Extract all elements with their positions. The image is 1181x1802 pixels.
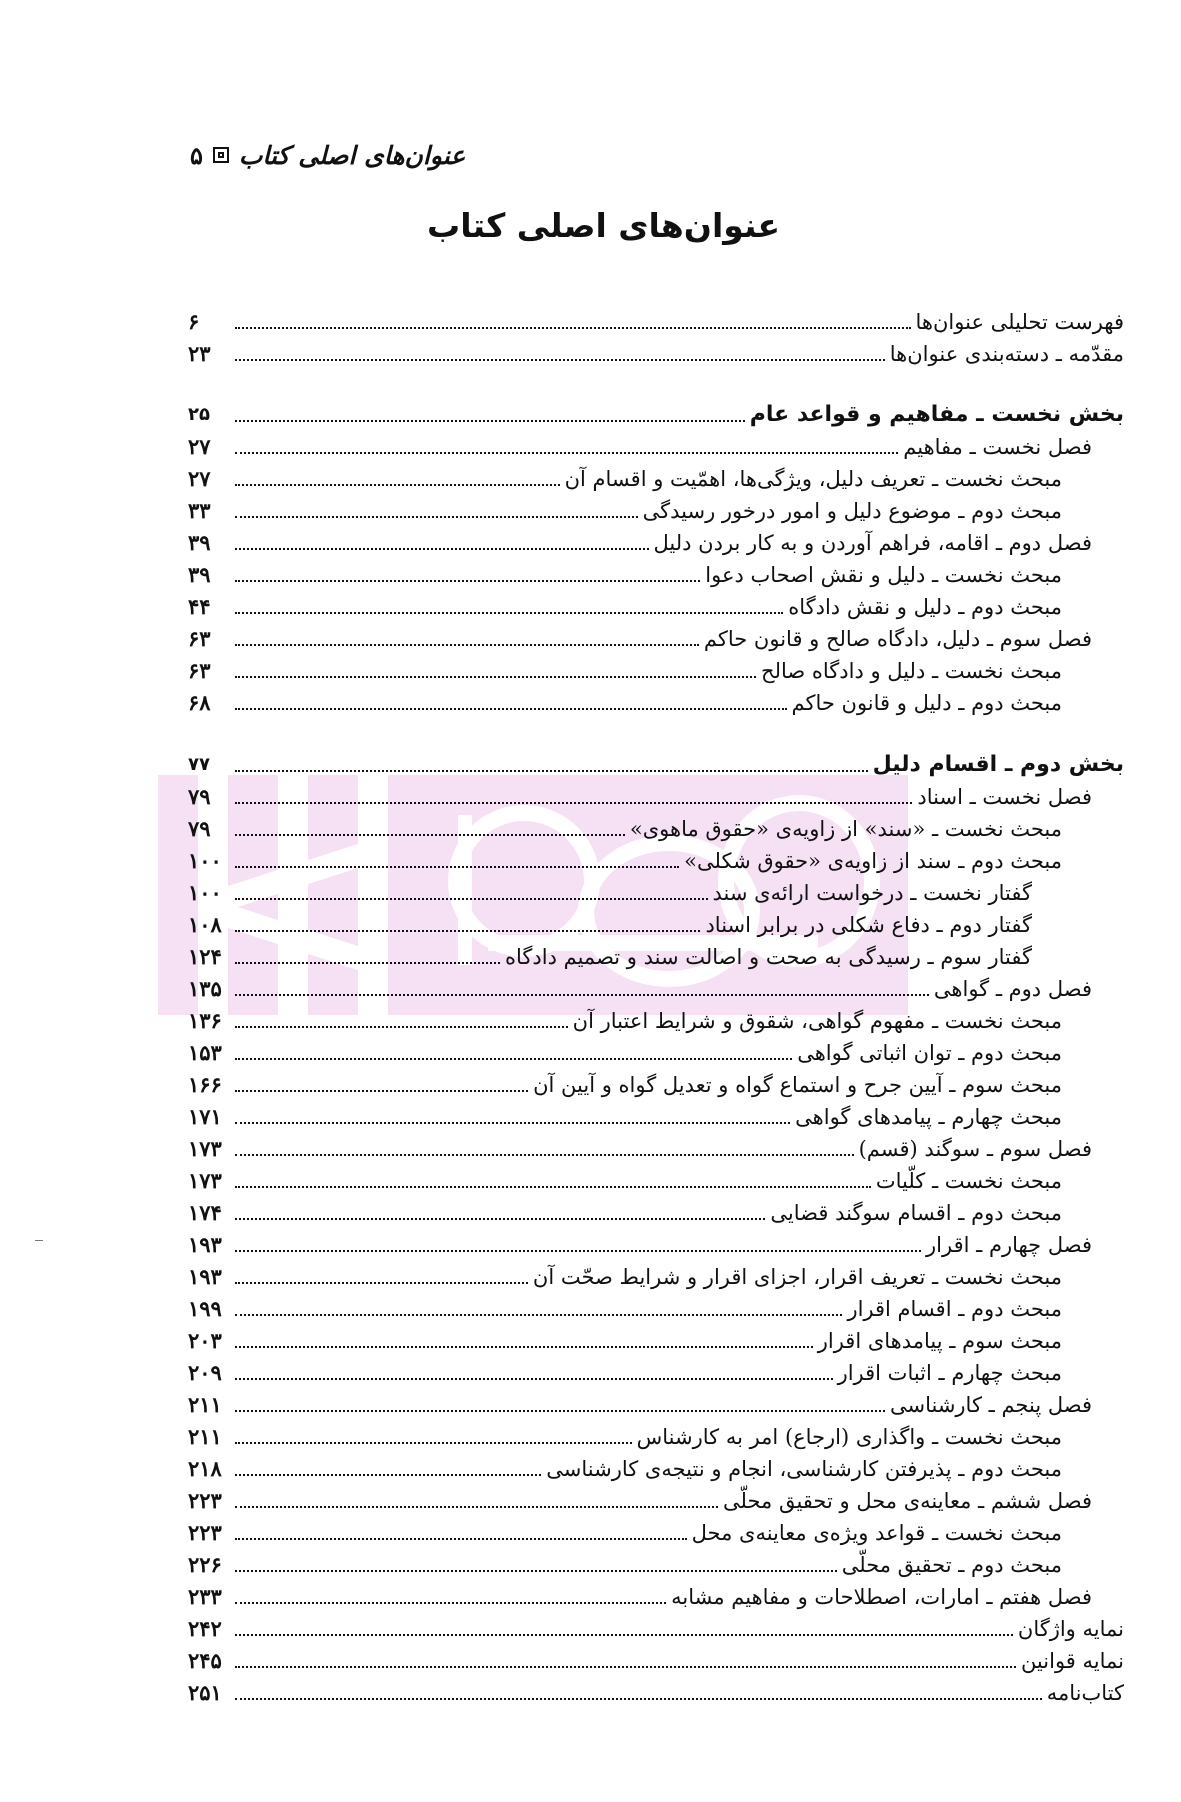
- toc-entry-title: نمایه قوانین: [1020, 1649, 1124, 1673]
- toc-entry: [188, 337, 1124, 369]
- toc-entry-page: ۲۲۳: [188, 1520, 222, 1545]
- toc-entry-title: مبحث دوم ـ اقسام اقرار: [847, 1297, 1062, 1321]
- toc-entry: [188, 1068, 1062, 1100]
- toc-leader-dots: [235, 1185, 871, 1188]
- toc-entry-page: ۶: [188, 309, 200, 334]
- toc-leader-dots: [235, 1569, 837, 1572]
- toc-entry-title: مبحث نخست ـ واگذاری (ارجاع) امر به کارشناس: [636, 1425, 1062, 1449]
- toc-leader-dots: [235, 961, 500, 964]
- toc-entry-page: ۱۷۳: [188, 1168, 222, 1193]
- toc-entry: [188, 1036, 1062, 1068]
- running-title: عنوان‌های اصلی کتاب: [238, 140, 466, 170]
- toc-entry-title: مبحث سوم ـ پیامدهای اقرار: [817, 1329, 1062, 1353]
- toc-entry-title: مبحث دوم ـ پذیرفتن کارشناسی، انجام و نتیجه‌ی کارشناسی: [546, 1457, 1062, 1481]
- toc-leader-dots: [235, 419, 745, 422]
- toc-entry: [188, 1420, 1062, 1452]
- toc-entry: [188, 430, 1092, 462]
- toc-leader-dots: [235, 865, 679, 868]
- toc-leader-dots: [235, 579, 700, 582]
- toc-entry-page: ۷۷: [188, 754, 210, 775]
- toc-entry: [188, 462, 1062, 494]
- toc-leader-dots: [235, 326, 911, 329]
- toc-entry-title: گفتار سوم ـ رسیدگی به صحت و اصالت سند و تصمیم دادگاه: [505, 945, 1032, 969]
- toc-entry-page: ۲۷: [188, 434, 211, 459]
- toc-entry: [188, 1548, 1062, 1580]
- toc-entry-page: ۲۲۳: [188, 1488, 222, 1513]
- toc-entry-page: ۷۹: [188, 816, 211, 841]
- toc-entry: [188, 1100, 1062, 1132]
- toc-entry-title: مبحث دوم ـ دلیل و قانون حاکم: [791, 691, 1062, 715]
- toc-leader-dots: [235, 1345, 813, 1348]
- toc-entry-title: مبحث نخست ـ تعریف اقرار، اجزای اقرار و شرایط صحّت آن: [532, 1265, 1062, 1289]
- toc-leader-dots: [235, 547, 649, 550]
- margin-mark: [35, 1240, 43, 1241]
- toc-entry-title: فصل دوم ـ اقامه، فراهم آوردن و به کار بردن دلیل: [653, 531, 1092, 555]
- toc-entry-page: ۱۰۸: [188, 912, 222, 937]
- toc-entry-title: فهرست تحلیلی عنوان‌ها: [915, 310, 1124, 334]
- toc-entry-title: بخش دوم ـ اقسام دلیل: [872, 752, 1124, 777]
- toc-entry: [188, 1612, 1124, 1644]
- toc-entry: [188, 1196, 1062, 1228]
- toc-part-entry: [188, 398, 1124, 430]
- toc-entry: [188, 558, 1062, 590]
- toc-entry: [188, 940, 1032, 972]
- toc-entry: [188, 1388, 1092, 1420]
- toc-entry: [188, 1228, 1092, 1260]
- toc-entry-title: نمایه واژگان: [1017, 1617, 1124, 1641]
- toc-leader-dots: [235, 1249, 921, 1252]
- toc-entry-page: ۲۰۳: [188, 1328, 222, 1353]
- document-title: عنوان‌های اصلی کتاب: [427, 206, 780, 245]
- toc-entry: [188, 1004, 1062, 1036]
- toc-entry-title: فصل دوم ـ گواهی: [933, 977, 1092, 1001]
- toc-entry-title: مبحث نخست ـ «سند» از زاویه‌ی «حقوق ماهوی»: [629, 817, 1062, 841]
- toc-entry-title: فصل پنجم ـ کارشناسی: [889, 1393, 1092, 1417]
- toc-entry: [188, 1452, 1062, 1484]
- toc-leader-dots: [235, 515, 638, 518]
- toc-entry-title: مبحث نخست ـ قواعد ویژه‌ی معاینه‌ی محل: [691, 1521, 1062, 1545]
- toc-entry-title: مبحث چهارم ـ پیامدهای گواهی: [795, 1105, 1062, 1129]
- toc-entry-page: ۱۲۴: [188, 944, 222, 969]
- toc-entry-page: ۲۰۹: [188, 1360, 222, 1385]
- toc-entry-page: ۲۲۶: [188, 1552, 222, 1577]
- toc-leader-dots: [235, 897, 708, 900]
- toc-entry: [188, 1292, 1062, 1324]
- toc-leader-dots: [235, 929, 700, 932]
- toc-leader-dots: [235, 769, 868, 772]
- toc-entry-title: مبحث دوم ـ توان اثباتی گواهی: [797, 1041, 1062, 1065]
- toc-leader-dots: [235, 1089, 528, 1092]
- toc-entry-page: ۲۱۱: [188, 1392, 222, 1417]
- toc-leader-dots: [235, 707, 787, 710]
- toc-entry-title: فصل چهارم ـ اقرار: [926, 1233, 1092, 1257]
- toc-leader-dots: [235, 1025, 568, 1028]
- toc-leader-dots: [235, 1121, 790, 1124]
- toc-leader-dots: [235, 833, 625, 836]
- toc-entry-title: مقدّمه ـ دسته‌بندی عنوان‌ها: [889, 342, 1124, 366]
- toc-part-entry: [188, 748, 1124, 780]
- toc-entry: [188, 1580, 1092, 1612]
- toc-entry-page: ۲۵: [188, 404, 210, 425]
- toc-entry: [188, 622, 1092, 654]
- toc-leader-dots: [235, 1473, 541, 1476]
- toc-entry-title: گفتار دوم ـ دفاع شکلی در برابر اسناد: [705, 913, 1032, 937]
- toc-entry: [188, 1644, 1124, 1676]
- toc-leader-dots: [235, 801, 912, 804]
- toc-leader-dots: [235, 611, 783, 614]
- toc-entry-title: بخش نخست ـ مفاهیم و قواعد عام: [749, 402, 1124, 427]
- toc-leader-dots: [235, 451, 898, 454]
- toc-entry: [188, 590, 1062, 622]
- toc-entry-page: ۱۵۳: [188, 1040, 222, 1065]
- toc-entry: [188, 686, 1062, 718]
- toc-entry: [188, 654, 1062, 686]
- toc-entry-title: مبحث سوم ـ آیین جرح و استماع گواه و تعدیل گواه و آیین آن: [533, 1073, 1062, 1097]
- toc-leader-dots: [235, 1537, 687, 1540]
- toc-entry-page: ۱۳۵: [188, 976, 222, 1001]
- toc-entry-title: مبحث چهارم ـ اثبات اقرار: [837, 1361, 1062, 1385]
- toc-leader-dots: [235, 1409, 885, 1412]
- toc-leader-dots: [235, 643, 699, 646]
- toc-entry-page: ۱۰۰: [188, 848, 222, 873]
- toc-entry: [188, 844, 1062, 876]
- toc-leader-dots: [235, 1057, 792, 1060]
- toc-entry-page: ۱۳۶: [188, 1008, 222, 1033]
- toc-entry: [188, 812, 1062, 844]
- toc-leader-dots: [235, 1313, 842, 1316]
- toc-entry-page: ۲۱۸: [188, 1456, 222, 1481]
- toc-entry: [188, 1260, 1062, 1292]
- toc-entry-title: مبحث دوم ـ دلیل و نقش دادگاه: [788, 595, 1062, 619]
- toc-entry-page: ۶۸: [188, 690, 211, 715]
- toc-entry-page: ۲۴۲: [188, 1616, 222, 1641]
- toc-entry: [188, 1324, 1062, 1356]
- toc-entry-page: ۲۱۱: [188, 1424, 222, 1449]
- toc-entry-title: مبحث دوم ـ موضوع دلیل و امور درخور رسیدگی: [642, 499, 1062, 523]
- toc-entry: [188, 780, 1092, 812]
- toc-leader-dots: [235, 993, 929, 996]
- toc-entry-title: فصل سوم ـ سوگند (قسم): [858, 1137, 1092, 1161]
- toc-entry: [188, 494, 1062, 526]
- page-number: ۵: [190, 140, 203, 170]
- toc-leader-dots: [235, 1377, 833, 1380]
- toc-entry-page: ۱۷۳: [188, 1136, 222, 1161]
- toc-entry-title: مبحث دوم ـ اقسام سوگند قضایی: [770, 1201, 1062, 1225]
- toc-entry-page: ۶۳: [188, 626, 211, 651]
- toc-entry: [188, 1484, 1092, 1516]
- toc-entry: [188, 908, 1032, 940]
- toc-entry-page: ۱۹۹: [188, 1296, 222, 1321]
- toc-entry-page: ۱۷۴: [188, 1200, 222, 1225]
- toc-entry-title: فصل ششم ـ معاینه‌ی محل و تحقیق محلّی: [723, 1489, 1092, 1513]
- toc-entry-page: ۲۷: [188, 466, 211, 491]
- toc-leader-dots: [235, 675, 756, 678]
- toc-entry-page: ۱۶۶: [188, 1072, 222, 1097]
- toc-entry: [188, 1132, 1092, 1164]
- toc-entry-page: ۴۴: [188, 594, 211, 619]
- toc-entry-page: ۱۷۱: [188, 1104, 222, 1129]
- toc-leader-dots: [235, 1633, 1013, 1636]
- toc-entry-page: ۳۹: [188, 562, 211, 587]
- toc-entry: [188, 972, 1092, 1004]
- toc-entry-title: فصل نخست ـ اسناد: [917, 785, 1092, 809]
- toc-entry-title: فصل نخست ـ مفاهیم: [903, 435, 1092, 459]
- toc-entry-title: مبحث نخست ـ دلیل و نقش اصحاب دعوا: [705, 563, 1062, 587]
- toc-entry: [188, 1356, 1062, 1388]
- toc-entry: [188, 1164, 1062, 1196]
- toc-entry-title: مبحث نخست ـ دلیل و دادگاه صالح: [761, 659, 1062, 683]
- toc-entry-page: ۲۴۵: [188, 1648, 222, 1673]
- toc-entry-title: گفتار نخست ـ درخواست ارائه‌ی سند: [712, 881, 1032, 905]
- toc-entry-page: ۳۳: [188, 498, 211, 523]
- toc-leader-dots: [235, 1505, 718, 1508]
- toc-leader-dots: [235, 1697, 1042, 1700]
- toc-entry-title: کتاب‌نامه: [1046, 1681, 1124, 1705]
- toc-entry-page: ۱۰۰: [188, 880, 222, 905]
- toc-leader-dots: [235, 1217, 765, 1220]
- toc-entry-title: فصل سوم ـ دلیل، دادگاه صالح و قانون حاکم: [703, 627, 1092, 651]
- toc-leader-dots: [235, 1601, 666, 1604]
- toc-leader-dots: [235, 1153, 854, 1156]
- toc-leader-dots: [235, 1281, 528, 1284]
- toc-entry: [188, 1516, 1062, 1548]
- toc-entry: [188, 305, 1124, 337]
- toc-entry-page: ۲۳۳: [188, 1584, 222, 1609]
- toc-entry: [188, 876, 1032, 908]
- toc-entry-page: ۲۳: [188, 341, 211, 366]
- toc-entry-title: مبحث نخست ـ کلّیات: [875, 1169, 1062, 1193]
- toc-entry-title: مبحث دوم ـ تحقیق محلّی: [841, 1553, 1062, 1577]
- toc-entry-page: ۲۵۱: [188, 1680, 222, 1705]
- toc-entry-page: ۱۹۳: [188, 1232, 222, 1257]
- toc-entry: [188, 526, 1092, 558]
- toc-entry-title: مبحث نخست ـ مفهوم گواهی، شقوق و شرایط اعتبار آن: [572, 1009, 1062, 1033]
- toc-leader-dots: [235, 358, 885, 361]
- toc-entry-page: ۱۹۳: [188, 1264, 222, 1289]
- toc-entry-page: ۳۹: [188, 530, 211, 555]
- toc-entry: [188, 1676, 1124, 1708]
- toc-leader-dots: [235, 1441, 632, 1444]
- toc-entry-title: مبحث دوم ـ سند از زاویه‌ی «حقوق شکلی»: [684, 849, 1062, 873]
- toc-entry-title: فصل هفتم ـ امارات، اصطلاحات و مفاهیم مشابه: [671, 1585, 1092, 1609]
- toc-entry-title: مبحث نخست ـ تعریف دلیل، ویژگی‌ها، اهمّیت و اقسام آن: [564, 467, 1062, 491]
- toc-leader-dots: [235, 483, 560, 486]
- toc-entry-page: ۶۳: [188, 658, 211, 683]
- toc-leader-dots: [235, 1665, 1016, 1668]
- toc-entry-page: ۷۹: [188, 784, 211, 809]
